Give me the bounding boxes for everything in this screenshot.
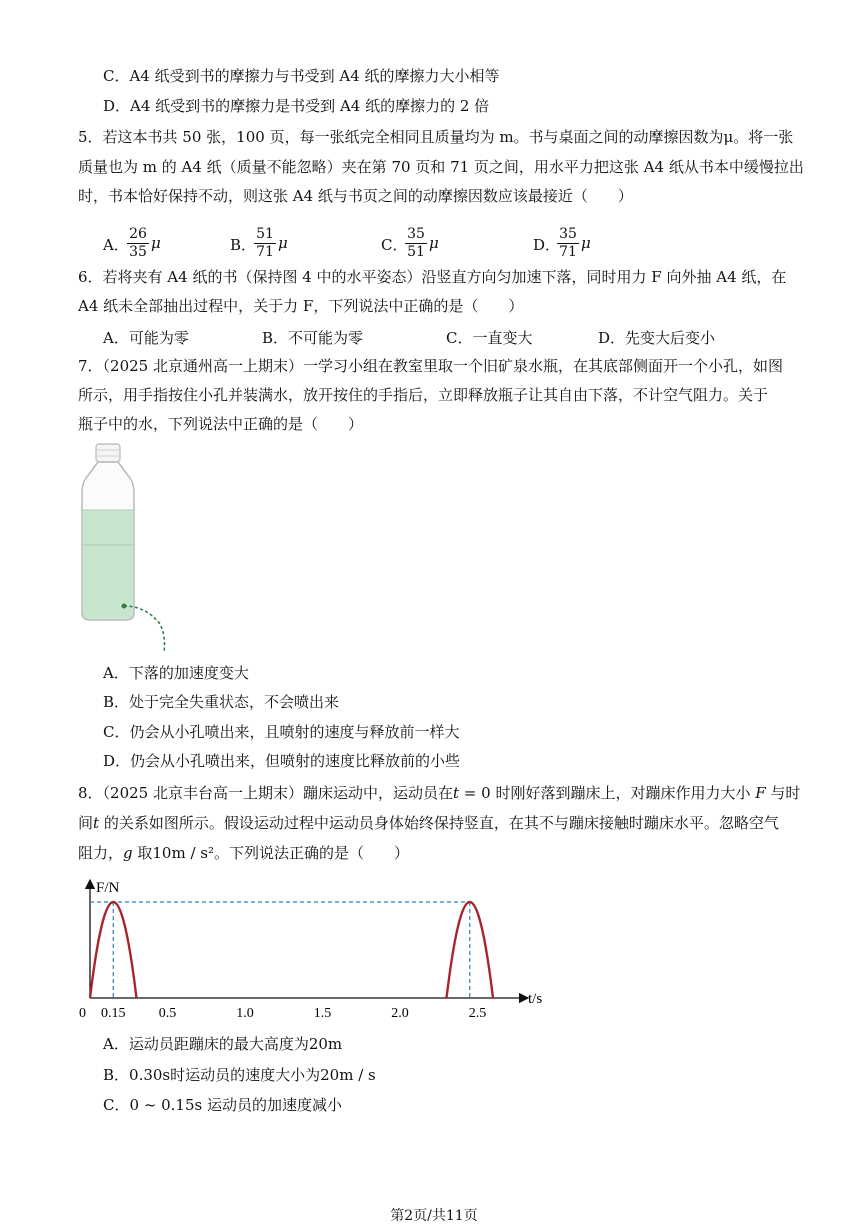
q5-stem-line-1: 5．若这本书共 50 张，100 页，每一张纸完全相同且质量均为 m。书与桌面之间的动摩擦因数为μ。将一张 [78,128,794,146]
q5-stem-line-2: 质量也为 m 的 A4 纸（质量不能忽略）夹在第 70 页和 71 页之间，用水平力把这张 A4 纸从书本中缓慢拉出 [78,158,804,176]
option-label: A． [103,236,129,254]
mu-symbol: μ [581,234,591,252]
x-tick-label: 0 [79,1006,86,1021]
q8-stem-line-3 [78,843,409,863]
x-tick-label: 0.15 [101,1006,126,1021]
q7-option-b: B．处于完全失重状态，不会喷出来 [103,693,340,711]
q4-option-c: C．A4 纸受到书的摩擦力与书受到 A4 纸的摩擦力大小相等 [103,67,500,85]
bottle-cap [96,444,120,462]
text-run: 阻力， [78,844,124,862]
denominator: 71 [256,244,274,260]
q8-stem-line-2 [78,813,779,833]
q4-option-d: D．A4 纸受到书的摩擦力是书受到 A4 纸的摩擦力的 2 倍 [103,97,490,115]
text-run: 间 [78,814,94,832]
y-axis-label: F/N [96,880,120,896]
peak-guides [90,902,470,998]
denominator: 71 [559,244,577,260]
force-time-chart [70,872,550,1024]
fraction [557,226,579,261]
q8-option-a: A．运动员距蹦床的最大高度为20m [103,1035,343,1053]
mu-symbol: μ [429,234,439,252]
q6-stem-line-1: 6．若将夹有 A4 纸的书（保持图 4 中的水平姿态）沿竖直方向匀加速下落，同时用力 F 向外抽 A4 纸，在 [78,268,787,286]
q7-stem-line-3: 瓶子中的水，下列说法中正确的是（ ） [78,415,364,433]
page-footer: 第2页/共11页 [390,1208,478,1224]
text-run: 取10m / s²。下列说法正确的是（ ） [132,844,410,862]
q7-option-d: D．仍会从小孔喷出来，但喷射的速度比释放前的小些 [103,752,461,770]
x-tick-label: 0.5 [158,1006,177,1021]
q8-option-c: C．0 ~ 0.15s 运动员的加速度减小 [103,1096,342,1114]
numerator: 35 [557,226,579,244]
water-fill [83,510,133,619]
text-run: = 0 时刚好落到蹦床上，对蹦床作用力大小 [459,784,756,802]
q6-option-b: B．不可能为零 [262,329,364,347]
x-tick-label: 2.0 [391,1006,409,1021]
q6-stem-line-2: A4 纸未全部抽出过程中，关于力 F，下列说法中正确的是（ ） [78,297,524,315]
gravity-variable: g [123,844,133,862]
force-curves [90,902,493,998]
q7-option-c: C．仍会从小孔喷出来，且喷射的速度与释放前一样大 [103,723,460,741]
x-tick-label: 1.5 [313,1006,332,1021]
q5-stem-line-3: 时，书本恰好保持不动，则这张 A4 纸与书页之间的动摩擦因数应该最接近（ ） [78,187,633,205]
mu-symbol: μ [278,234,288,252]
option-label: D． [533,236,561,254]
option-label: C． [381,236,408,254]
x-tick-label: 1.0 [236,1006,254,1021]
q6-option-d: D．先变大后变小 [598,329,716,347]
q7-option-a: A．下落的加速度变大 [103,664,249,682]
numerator: 51 [254,226,276,244]
q8-option-b: B．0.30s时运动员的速度大小为20m / s [103,1066,376,1084]
fraction [127,226,149,261]
q7-stem-line-2: 所示，用手指按住小孔并装满水，放开按住的手指后，立即释放瓶子让其自由下落，不计空气阻力。关于 [78,386,769,404]
q8-stem-line-1 [78,783,800,803]
x-tick-label: 2.5 [468,1006,487,1021]
option-label: B． [230,236,257,254]
mu-symbol: μ [151,234,161,252]
text-run: 的关系如图所示。假设运动过程中运动员身体始终保持竖直，在其不与蹦床接触时蹦床水平。忽略空气 [99,814,779,832]
text-run: 与时 [765,784,801,802]
fraction [405,226,427,261]
q7-stem-line-1: 7．（2025 北京通州高一上期末）一学习小组在教室里取一个旧矿泉水瓶，在其底部侧面开一个小孔，如图 [78,357,783,375]
fraction [254,226,276,261]
x-tick-labels [79,1006,486,1021]
text-run: 8．（2025 北京丰台高一上期末）蹦床运动中，运动员在 [78,784,453,802]
denominator: 35 [129,244,147,260]
time-variable: t [453,784,460,802]
numerator: 26 [127,226,149,244]
force-variable: F [755,784,766,802]
denominator: 51 [407,244,425,260]
x-axis-label: t/s [528,991,543,1007]
water-bottle-figure [76,440,176,656]
time-variable: t [93,814,100,832]
q6-option-a: A．可能为零 [103,329,189,347]
q6-option-c: C．一直变大 [446,329,533,347]
numerator: 35 [405,226,427,244]
